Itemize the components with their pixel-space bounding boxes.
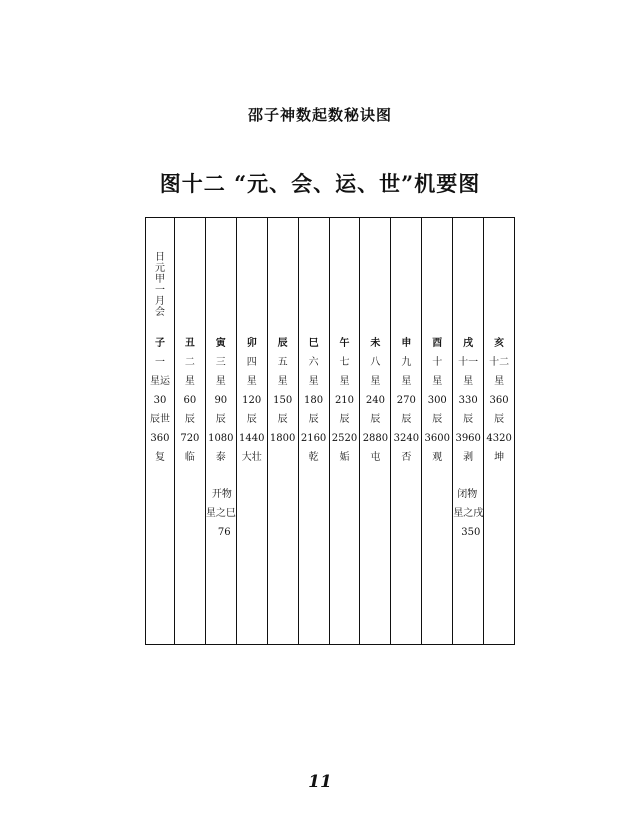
chen-label: 辰 <box>246 414 257 425</box>
chen-value: 360 <box>150 433 170 444</box>
table-column <box>206 218 237 644</box>
branch-label: 未 <box>370 338 381 349</box>
star-value: 120 <box>242 395 262 406</box>
branch-label: 卯 <box>246 338 257 349</box>
table-column <box>299 218 330 644</box>
chen-label: 辰 <box>401 414 412 425</box>
star-value: 180 <box>304 395 324 406</box>
order-number: 十一 <box>458 357 479 368</box>
star-value: 30 <box>153 395 167 406</box>
chen-value: 2520 <box>331 433 358 444</box>
chen-value: 2880 <box>362 433 389 444</box>
table-column <box>453 218 484 644</box>
order-number: 十二 <box>489 357 510 368</box>
table-column <box>391 218 422 644</box>
order-number: 九 <box>401 357 412 368</box>
chen-label: 辰 <box>494 414 505 425</box>
star-value: 330 <box>458 395 478 406</box>
order-number: 七 <box>339 357 350 368</box>
hexagram: 剥 <box>463 452 474 463</box>
branch-label: 酉 <box>432 338 443 349</box>
star-value: 360 <box>489 395 509 406</box>
chen-value: 4320 <box>486 433 512 444</box>
branch-label: 巳 <box>308 338 319 349</box>
star-label: 星 <box>246 376 257 387</box>
chen-label: 辰 <box>463 414 474 425</box>
star-label: 星运 <box>149 376 170 387</box>
table-column <box>422 218 453 644</box>
star-value: 240 <box>365 395 385 406</box>
chen-label: 辰世 <box>149 414 170 425</box>
branch-label: 戌 <box>463 338 474 349</box>
star-value: 210 <box>334 395 355 406</box>
page-header: 邵子神数起数秘诀图 <box>247 106 392 124</box>
chen-value: 1800 <box>269 433 296 444</box>
table-column <box>175 218 206 644</box>
order-number: 五 <box>277 357 288 368</box>
hexagram: 屯 <box>370 452 381 463</box>
table-column <box>268 218 299 644</box>
branch-label: 子 <box>154 338 165 349</box>
table-column <box>360 218 391 644</box>
top-char: 甲 <box>154 274 165 285</box>
hexagram: 否 <box>401 452 412 463</box>
star-value: 270 <box>396 395 416 406</box>
chen-value: 3960 <box>455 433 481 444</box>
branch-label: 午 <box>339 338 350 349</box>
order-number: 六 <box>308 357 319 368</box>
star-label: 星 <box>277 376 288 387</box>
chen-value: 2160 <box>300 433 327 444</box>
chen-label: 辰 <box>215 414 226 425</box>
chen-label: 辰 <box>339 414 350 425</box>
star-label: 星 <box>494 376 505 387</box>
chen-value: 3600 <box>424 433 450 444</box>
star-label: 星 <box>401 376 412 387</box>
branch-label: 丑 <box>184 338 195 349</box>
table-column <box>146 218 175 644</box>
chen-label: 辰 <box>370 414 381 425</box>
chen-label: 辰 <box>184 414 195 425</box>
order-number: 一 <box>154 357 165 368</box>
chen-label: 辰 <box>277 414 288 425</box>
first-column-top <box>146 252 174 318</box>
order-number: 十 <box>432 357 443 368</box>
top-char: 一 <box>154 285 165 296</box>
chen-value: 1080 <box>208 433 234 444</box>
chart-table <box>145 217 515 645</box>
branch-label: 亥 <box>494 338 505 349</box>
branch-label: 寅 <box>215 338 226 349</box>
branch-label: 辰 <box>277 338 288 349</box>
chen-value: 1440 <box>239 433 265 444</box>
star-value: 90 <box>214 395 228 406</box>
hexagram: 复 <box>154 452 165 463</box>
hexagram: 临 <box>184 452 195 463</box>
order-number: 八 <box>370 357 381 368</box>
close-note-line1: 闭物 <box>457 489 478 500</box>
open-note-line2: 星之巳 <box>205 508 236 519</box>
hexagram: 观 <box>432 452 443 463</box>
star-label: 星 <box>215 376 226 387</box>
chen-value: 3240 <box>393 433 420 444</box>
table-column <box>237 218 268 644</box>
chen-value: 720 <box>180 433 200 444</box>
order-number: 三 <box>215 357 226 368</box>
top-char: 日 <box>154 252 165 263</box>
open-note-line1: 开物 <box>211 489 232 500</box>
page-number: 11 <box>308 772 332 792</box>
star-label: 星 <box>184 376 195 387</box>
open-note-line3: 76 <box>217 527 231 538</box>
figure-title: 图十二 “元、会、运、世”机要图 <box>159 171 481 196</box>
order-number: 二 <box>184 357 195 368</box>
table-column <box>330 218 361 644</box>
chen-label: 辰 <box>432 414 443 425</box>
star-value: 150 <box>273 395 293 406</box>
star-label: 星 <box>308 376 319 387</box>
star-label: 星 <box>432 376 443 387</box>
star-label: 星 <box>370 376 381 387</box>
hexagram: 泰 <box>215 452 226 463</box>
hexagram: 坤 <box>494 452 505 463</box>
top-char: 月 <box>154 296 165 307</box>
close-note-line2: 星之戌 <box>453 508 484 519</box>
table-column <box>484 218 515 644</box>
close-note-line3: 350 <box>461 527 481 538</box>
star-label: 星 <box>339 376 350 387</box>
branch-label: 申 <box>401 338 412 349</box>
top-char: 元 <box>154 263 165 274</box>
star-value: 300 <box>427 395 447 406</box>
chen-label: 辰 <box>308 414 319 425</box>
hexagram: 乾 <box>308 452 319 463</box>
order-number: 四 <box>246 357 257 368</box>
star-label: 星 <box>463 376 474 387</box>
star-value: 60 <box>183 395 197 406</box>
hexagram: 姤 <box>339 452 350 463</box>
hexagram: 大壮 <box>241 452 262 463</box>
top-char: 会 <box>154 307 165 318</box>
